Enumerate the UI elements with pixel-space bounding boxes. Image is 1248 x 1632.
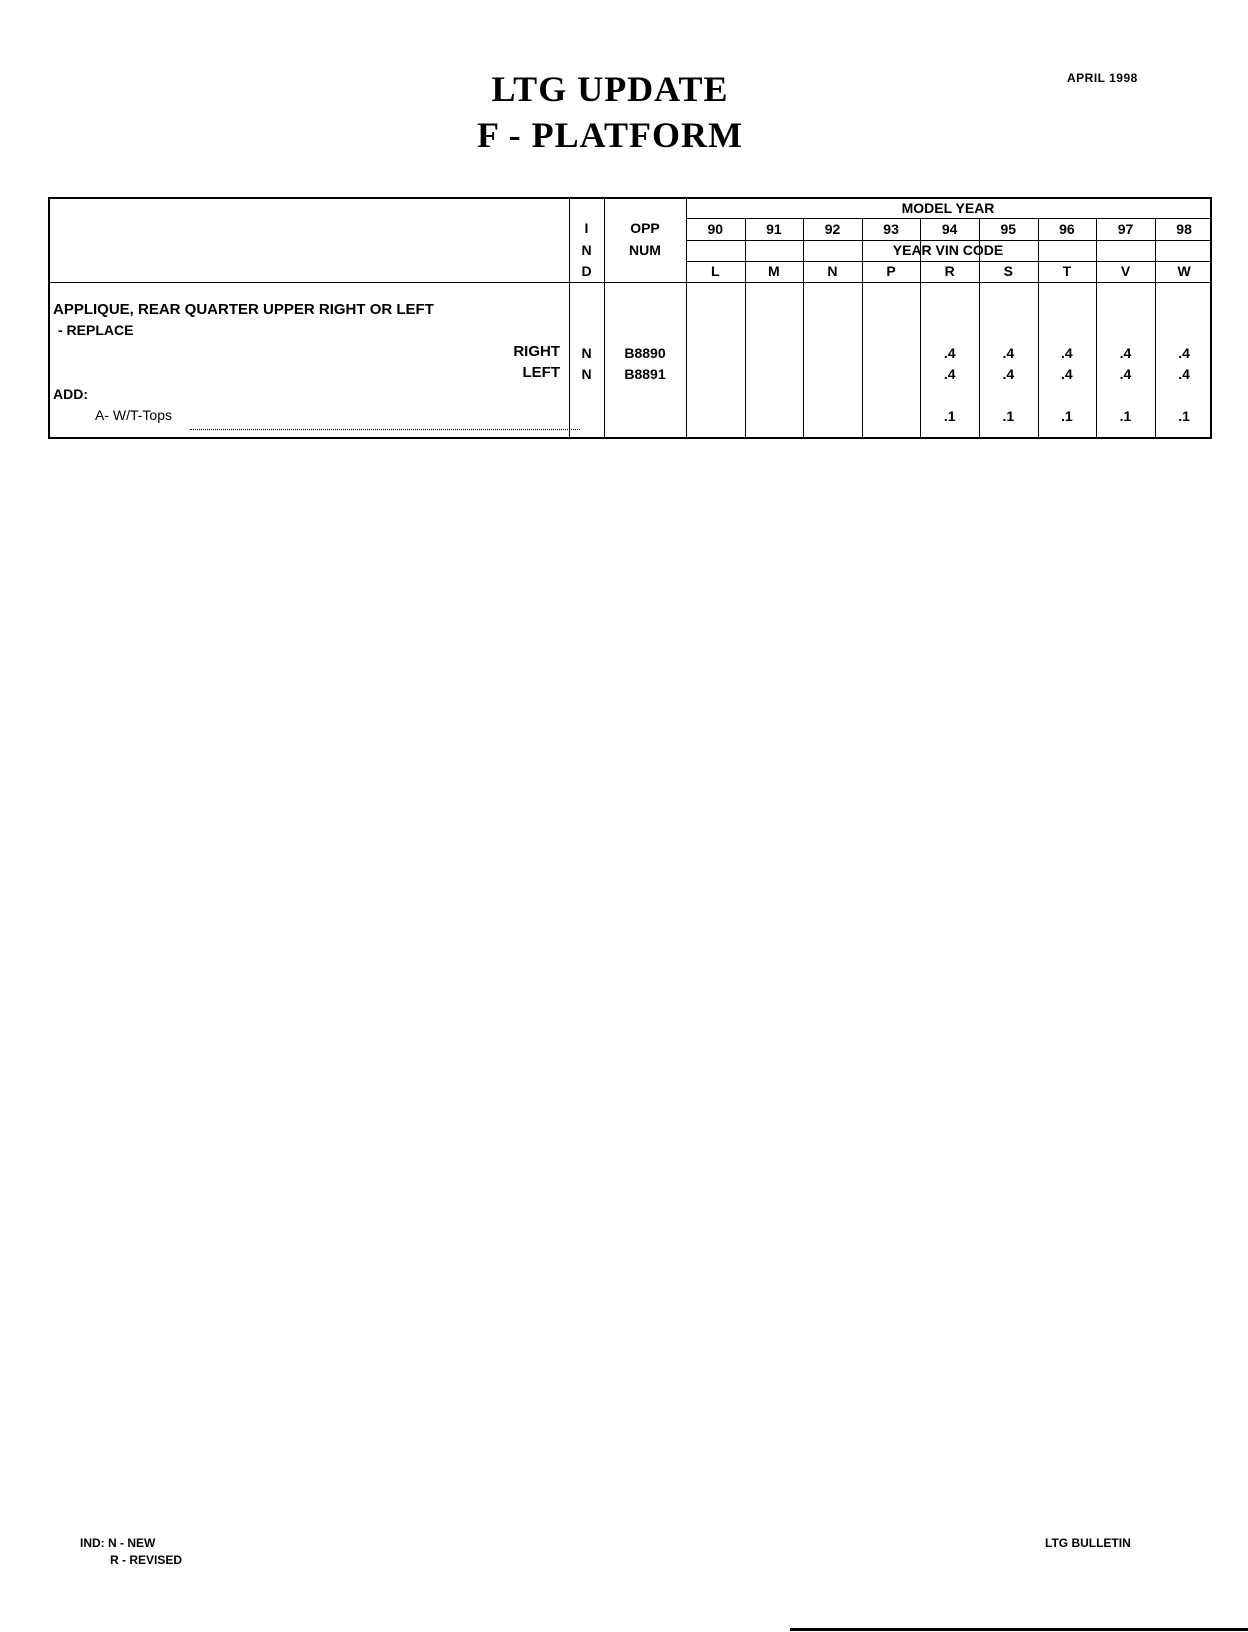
page-subtitle: F - PLATFORM — [477, 115, 743, 155]
ind-value-right: N — [581, 345, 592, 361]
labor-time-table — [48, 197, 1212, 439]
bulletin-footer: LTG BULLETIN — [1045, 1536, 1131, 1550]
page-title: LTG UPDATE — [491, 69, 729, 109]
time-value-add: .1 — [1002, 408, 1015, 424]
model-year-cell: 94 — [941, 221, 958, 237]
time-value-left: .4 — [1178, 366, 1190, 382]
add-label: ADD: — [53, 386, 88, 402]
time-value-left: .4 — [1119, 366, 1132, 382]
ind-header-d: D — [581, 263, 592, 279]
ind-value-left: N — [581, 366, 592, 382]
time-value-add: .1 — [1061, 408, 1073, 424]
model-year-cell: 97 — [1117, 221, 1134, 237]
bulletin-date: APRIL 1998 — [1067, 71, 1138, 85]
time-value-right: .4 — [1119, 345, 1132, 361]
vin-code-cell: P — [886, 263, 896, 279]
time-value-right: .4 — [1061, 345, 1073, 361]
time-value-right: .4 — [1002, 345, 1015, 361]
page-bottom-edge — [790, 1628, 1248, 1631]
ind-legend-revised: R - REVISED — [110, 1553, 183, 1567]
opp-header-line2: NUM — [629, 242, 661, 258]
time-value-left: .4 — [1061, 366, 1073, 382]
ind-header-i: I — [584, 220, 589, 236]
opp-num-right: B8890 — [624, 345, 666, 361]
time-value-add: .1 — [1119, 408, 1132, 424]
ind-legend-new: IND: N - NEW — [80, 1536, 156, 1550]
header-bottom-rule — [50, 282, 1210, 283]
model-year-label: MODEL YEAR — [901, 200, 995, 216]
time-value-left: .4 — [1002, 366, 1015, 382]
add-item-label: A- W/T-Tops — [95, 407, 173, 423]
model-year-cell: 96 — [1059, 221, 1075, 237]
year-vin-code-label: YEAR VIN CODE — [892, 242, 1004, 258]
vin-code-cell: M — [768, 263, 780, 279]
leader-dots — [190, 429, 580, 430]
vin-code-cell: S — [1003, 263, 1013, 279]
time-value-right: .4 — [943, 345, 956, 361]
ind-header-n: N — [581, 242, 592, 258]
vin-code-cell: R — [944, 263, 955, 279]
model-year-cell: 93 — [883, 221, 899, 237]
row-label-right: RIGHT — [513, 343, 560, 360]
vin-code-cell: V — [1120, 263, 1131, 279]
opp-num-left: B8891 — [624, 366, 666, 382]
model-year-cell: 91 — [766, 221, 782, 237]
vin-code-cell: W — [1177, 263, 1191, 279]
operation-title: APPLIQUE, REAR QUARTER UPPER RIGHT OR LEFT — [53, 301, 434, 318]
time-value-add: .1 — [943, 408, 956, 424]
operation-subtitle: - REPLACE — [58, 322, 134, 338]
vin-code-cell: N — [827, 263, 838, 279]
row-divider-model-year — [686, 218, 1210, 219]
row-label-left: LEFT — [522, 364, 560, 381]
model-year-cell: 92 — [824, 221, 841, 237]
vin-code-cell: T — [1062, 263, 1072, 279]
time-value-left: .4 — [943, 366, 956, 382]
time-value-right: .4 — [1178, 345, 1190, 361]
vin-code-cell: L — [711, 263, 720, 279]
model-year-cell: 98 — [1176, 221, 1192, 237]
opp-header-line1: OPP — [630, 220, 660, 236]
model-year-cell: 90 — [707, 221, 724, 237]
time-value-add: .1 — [1178, 408, 1190, 424]
model-year-cell: 95 — [1000, 221, 1017, 237]
